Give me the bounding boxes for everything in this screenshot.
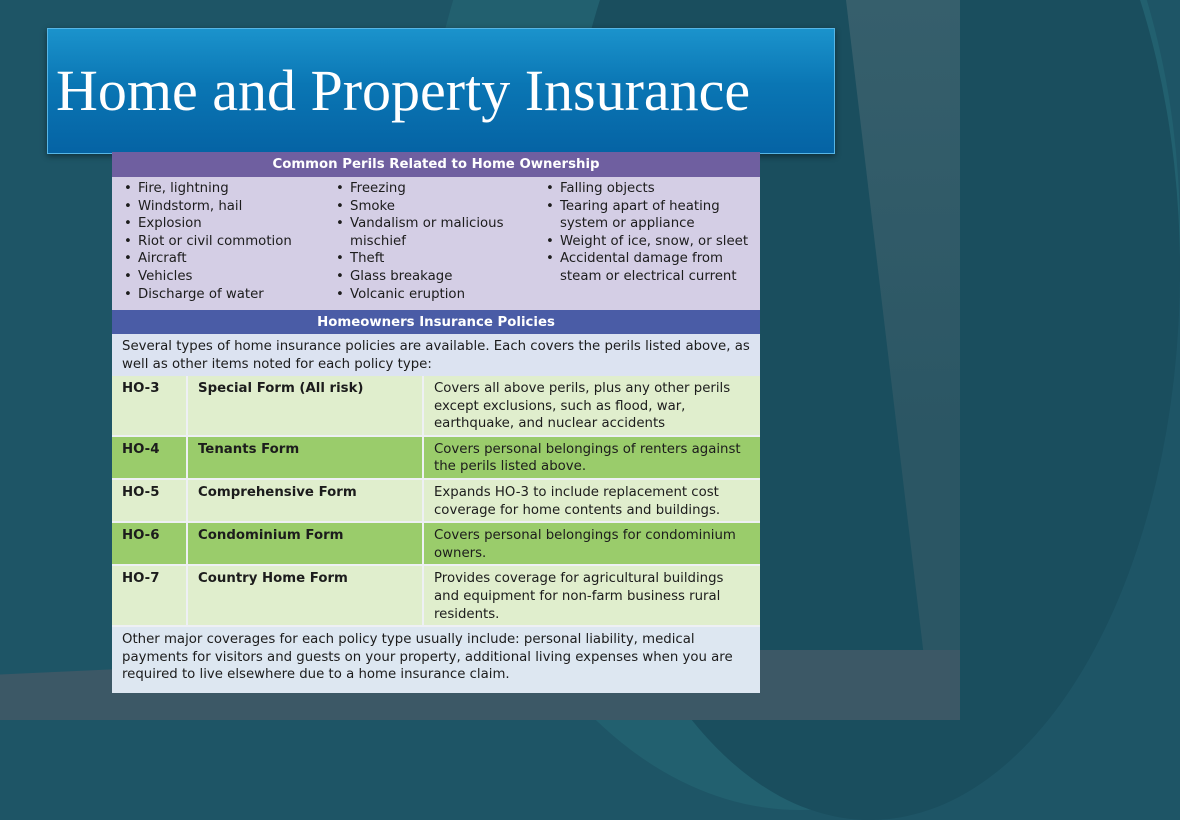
peril-item: • Weight of ice, snow, or sleet xyxy=(542,233,752,251)
policy-description: Provides coverage for agricultural buildings and equipment for non-farm business rural residents. xyxy=(423,565,760,626)
table-row xyxy=(112,376,760,436)
policy-form: Special Form (All risk) xyxy=(187,376,423,436)
peril-item: • Theft xyxy=(332,250,542,268)
insurance-infographic xyxy=(112,152,760,683)
policy-form: Country Home Form xyxy=(187,565,423,626)
peril-item: • Discharge of water xyxy=(120,286,332,304)
policies-heading: Homeowners Insurance Policies xyxy=(112,310,760,334)
peril-item: • Accidental damage from steam or electrical current xyxy=(542,250,752,285)
peril-item: • Glass breakage xyxy=(332,268,542,286)
peril-item: • Freezing xyxy=(332,180,542,198)
peril-item: • Fire, lightning xyxy=(120,180,332,198)
table-row xyxy=(112,565,760,626)
policy-description: Covers personal belongings for condominium owners. xyxy=(423,522,760,565)
peril-item: • Riot or civil commotion xyxy=(120,233,332,251)
policy-code: HO-7 xyxy=(112,565,187,626)
policies-intro: Several types of home insurance policies are available. Each covers the perils listed above, as well as other items noted for each policy type: xyxy=(112,334,760,376)
policy-form: Condominium Form xyxy=(187,522,423,565)
other-coverages-note: Other major coverages for each policy type usually include: personal liability, medical payments for visitors and guests on your property, additional living expenses when you are required to live elsewhere due to a home insurance claim. xyxy=(112,627,760,693)
table-row xyxy=(112,436,760,479)
peril-item: • Explosion xyxy=(120,215,332,233)
policy-code: HO-6 xyxy=(112,522,187,565)
policy-form: Comprehensive Form xyxy=(187,479,423,522)
peril-item: • Vehicles xyxy=(120,268,332,286)
policy-description: Expands HO-3 to include replacement cost coverage for home contents and buildings. xyxy=(423,479,760,522)
policy-form: Tenants Form xyxy=(187,436,423,479)
peril-item: • Falling objects xyxy=(542,180,752,198)
peril-item: • Aircraft xyxy=(120,250,332,268)
peril-item: • Smoke xyxy=(332,198,542,216)
policy-description: Covers personal belongings of renters against the perils listed above. xyxy=(423,436,760,479)
perils-heading: Common Perils Related to Home Ownership xyxy=(112,152,760,177)
peril-item: • Windstorm, hail xyxy=(120,198,332,216)
perils-column-2 xyxy=(332,180,542,310)
policy-description: Covers all above perils, plus any other perils except exclusions, such as flood, war, earthquake, and nuclear accidents xyxy=(423,376,760,436)
table-row xyxy=(112,479,760,522)
slide-title-bar xyxy=(47,28,835,154)
peril-item: • Volcanic eruption xyxy=(332,286,542,304)
slide-title: Home and Property Insurance xyxy=(56,58,751,123)
policy-code: HO-5 xyxy=(112,479,187,522)
perils-list xyxy=(112,177,760,310)
perils-column-3 xyxy=(542,180,752,310)
table-row xyxy=(112,522,760,565)
policies-table xyxy=(112,376,760,627)
peril-item: • Vandalism or malicious mischief xyxy=(332,215,542,250)
peril-item: • Tearing apart of heating system or appliance xyxy=(542,198,752,233)
policy-code: HO-4 xyxy=(112,436,187,479)
perils-column-1 xyxy=(120,180,332,310)
policy-code: HO-3 xyxy=(112,376,187,436)
